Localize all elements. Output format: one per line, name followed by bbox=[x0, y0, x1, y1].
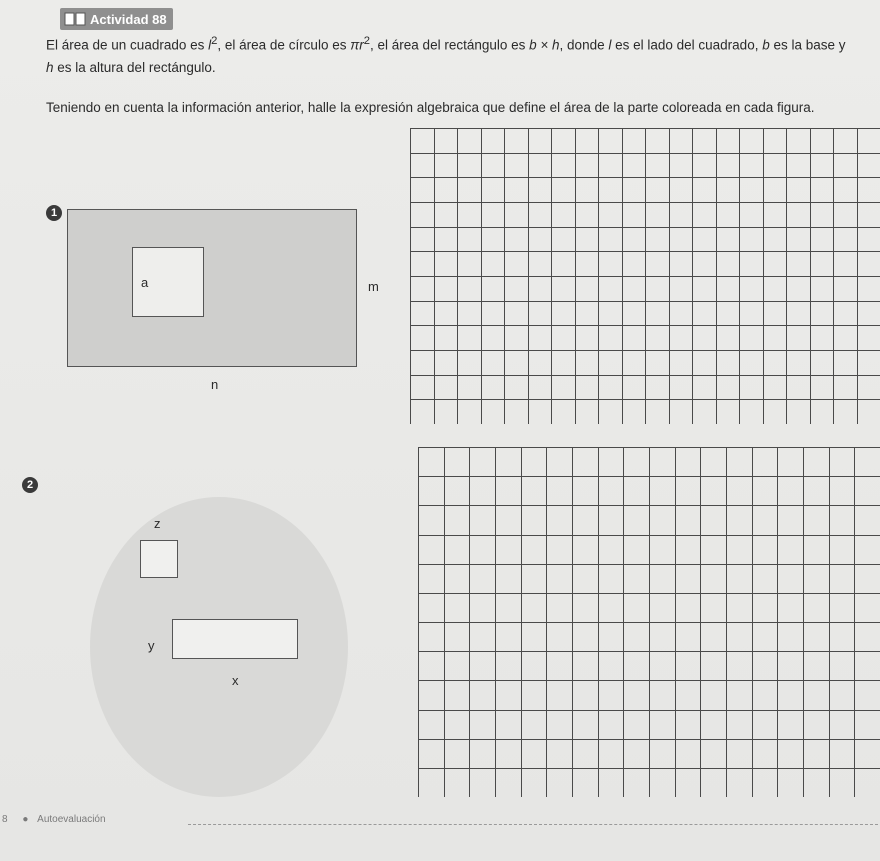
figure-2-number-badge: 2 bbox=[22, 477, 38, 493]
figure-1-number-badge: 1 bbox=[46, 205, 62, 221]
page-footer bbox=[0, 814, 106, 825]
page-number: 8 bbox=[2, 814, 8, 825]
bullet-icon: ● bbox=[22, 814, 29, 825]
answer-grid-1[interactable] bbox=[410, 128, 880, 424]
intro-text: es la base y bbox=[769, 37, 846, 53]
rectangle-area-formula: b × h bbox=[529, 37, 560, 53]
base-var: b bbox=[762, 37, 770, 53]
intro-text: , donde bbox=[559, 37, 609, 53]
figure-2-label-z: z bbox=[154, 516, 161, 531]
side-var: l bbox=[608, 37, 612, 53]
figure-1-shaded-rectangle bbox=[67, 209, 357, 367]
answer-grid-2[interactable] bbox=[418, 447, 880, 797]
square-area-var: l bbox=[208, 37, 212, 53]
height-var: h bbox=[46, 59, 54, 75]
intro-text: es el lado del cuadrado, bbox=[611, 37, 763, 53]
figure-2-label-x: x bbox=[232, 673, 239, 688]
intro-text: es la altura del rectángulo. bbox=[53, 59, 216, 75]
figure-1-label-a: a bbox=[141, 275, 149, 290]
intro-text: El área de un cuadrado es bbox=[46, 37, 209, 53]
intro-text: , el área de círculo es bbox=[217, 37, 351, 53]
figure-1-label-m: m bbox=[368, 279, 379, 294]
footer-text: Autoevaluación bbox=[37, 814, 106, 825]
instruction-paragraph: Teniendo en cuenta la información anterior, halle la expresión algebraica que define el área de la parte coloreada en cada figura. bbox=[46, 100, 815, 115]
square-exponent: 2 bbox=[211, 35, 218, 47]
figure-1-label-n: n bbox=[211, 377, 219, 392]
activity-header bbox=[60, 8, 173, 30]
figure-2-rectangle bbox=[172, 619, 298, 659]
circle-exponent: 2 bbox=[363, 35, 371, 47]
book-icon bbox=[64, 12, 86, 26]
intro-text: , el área del rectángulo es bbox=[370, 37, 530, 53]
footer-divider bbox=[188, 824, 878, 825]
activity-title: Actividad 88 bbox=[90, 11, 167, 27]
figure-2-square bbox=[140, 540, 178, 578]
circle-area-formula: πr bbox=[350, 37, 364, 53]
figure-2-label-y: y bbox=[148, 638, 155, 653]
intro-paragraph bbox=[46, 30, 846, 79]
